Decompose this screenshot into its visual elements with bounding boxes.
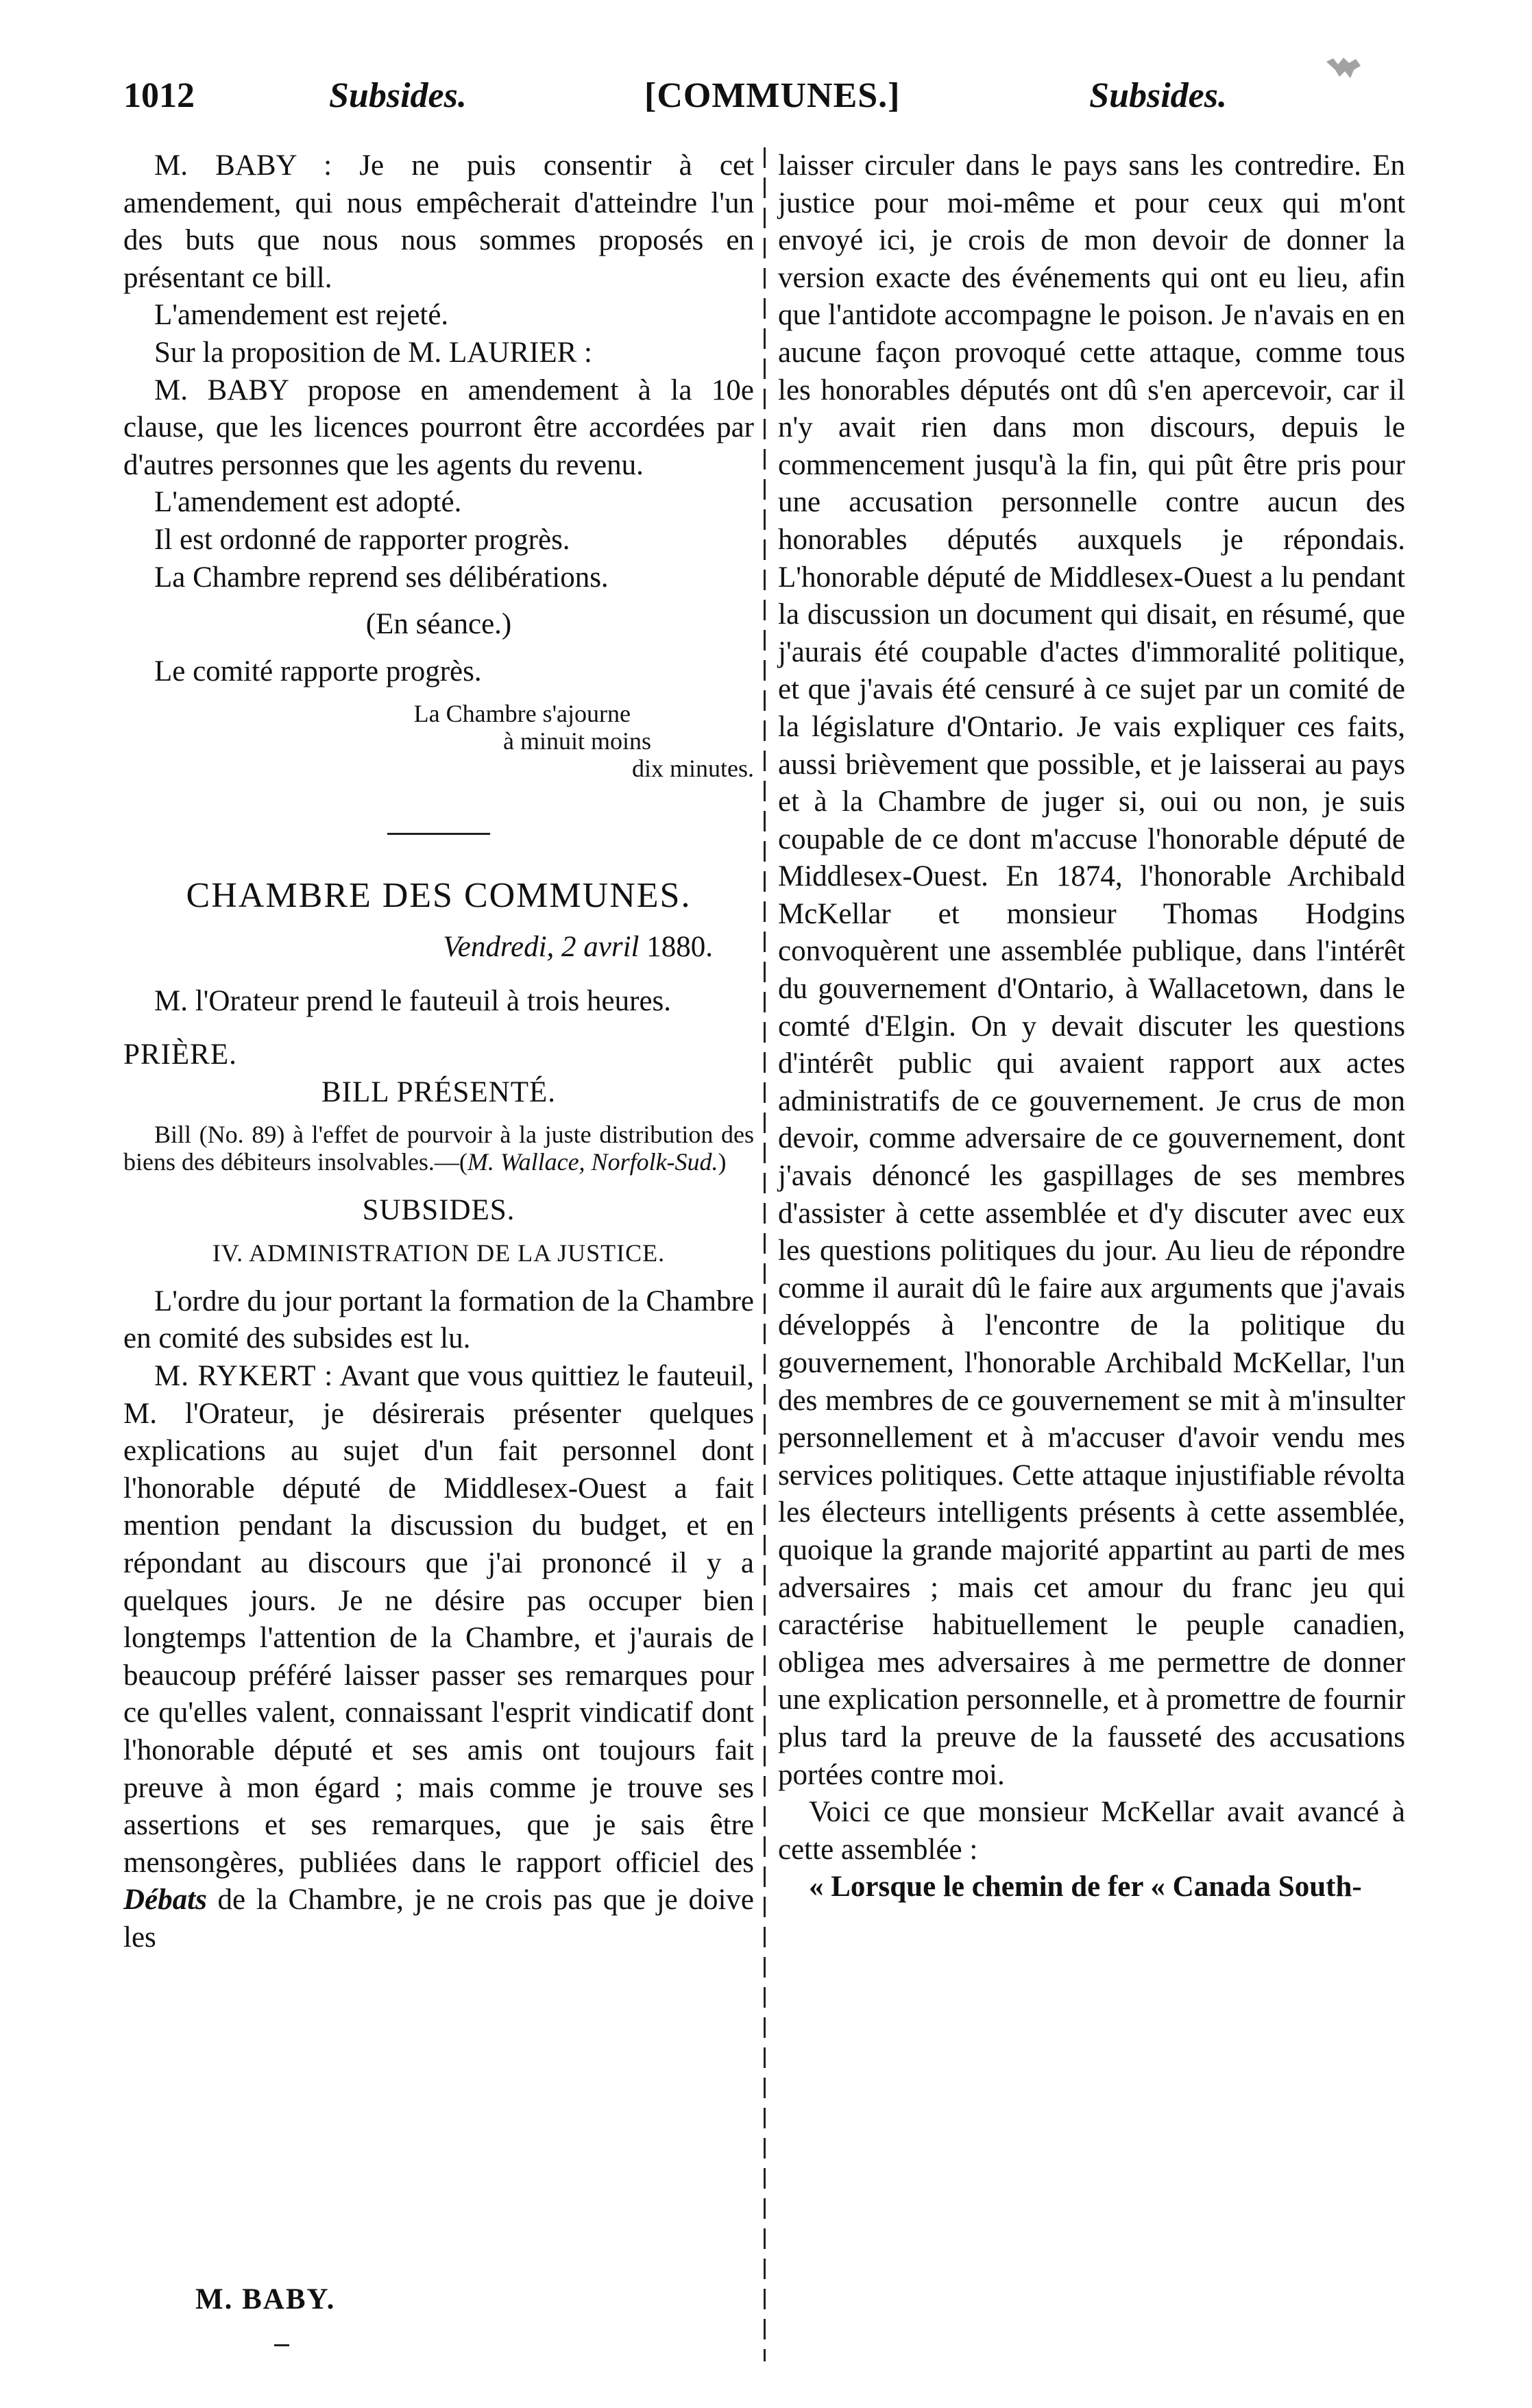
bill-entry-author: M. Wallace, Norfolk-Sud. [467,1148,718,1176]
footer-dash [274,2344,289,2346]
paragraph-laurier-proposal: Sur la proposition de M. LAURIER : [154,336,592,369]
rykert-speech-text: Avant que vous quittiez le fauteuil, M. l'Orateur, je désirerais présenter quelques explications au sujet d'un fait personnel dont l'honorable député de Middlesex-Ouest a fait mention pendant la discussion du budget, et en répondant au discours que j'ai prononcé il y a quelques jours. Je ne désire pas occuper bien longtemps l'attention de la Chambre, et j'aurais de beaucoup préféré laisser passer ses remarques pour ce qu'elles valent, connaissant l'esprit vindicatif dont l'honorable député et ses amis ont toujours fait preuve à mon égard ; mais comme je trouve ses assertions et ses remarques, que je sais être mensongères, publiées dans le rapport officiel des [123,1360,754,1879]
paragraph-speaker-takes-chair: M. l'Orateur prend le fauteuil à trois heures. [154,984,672,1017]
chamber-heading: CHAMBRE DES COMMUNES. [186,876,692,916]
paragraph-resume-deliberations: La Chambre reprend ses délibérations. [154,561,609,594]
speaker-rykert: M. RYKERT : [154,1360,334,1393]
session-date-year: 1880. [646,930,713,963]
ink-smudge-mark [1323,55,1364,82]
in-session-note: (En séance.) [365,608,512,641]
bill-presented-heading: BILL PRÉSENTÉ. [321,1075,557,1108]
paragraph-amendment-rejected: L'amendement est rejeté. [154,299,449,332]
paragraph-baby-amendment: M. BABY propose en amendement à la 10e clause, que les licences pourront être accordées par d'autres personnes que les agents du revenu. [123,374,754,481]
running-title-left: Subsides. [329,76,467,115]
running-title-right: Subsides. [1089,76,1227,115]
bill-entry-close: ) [718,1148,727,1176]
page-footer-speaker [195,2283,335,2316]
paragraph-mckellar-intro: Voici ce que monsieur McKellar avait avancé à cette assemblée : [778,1796,1405,1866]
paragraph-order-of-day: L'ordre du jour portant la formation de la Chambre en comité des subsides est lu. [123,1285,754,1355]
subsides-heading: SUBSIDES. [362,1194,515,1227]
prayer-heading: PRIÈRE. [123,1038,237,1071]
adjournment-line-2: à minuit moins [503,727,651,755]
page-number: 1012 [123,76,195,115]
paragraph-rykert-continued: laisser circuler dans le pays sans les contredire. En justice pour moi-même et pour ceux qui m'ont envoyé ici, je crois de mon devoir de donner la version exacte des événements qui ont eu lieu, afin que l'antidote accompagne le poison. Je n'avais en en aucune façon provoqué cette attaque, comme tous les honorables députés ont dû s'en apercevoir, car il n'y avait rien dans mon discours, depuis le commencement jusqu'à la fin, qui pût être pris pour une accusation personnelle contre aucun des honorables députés auxquels je répondais. L'honorable député de Middlesex-Ouest a lu pendant la discussion un document qui disait, en résumé, que j'aurais été coupable d'actes d'immoralité politique, et que j'avais été censuré à ce sujet par un comité de la législature d'Ontario. Je vais expliquer ces faits, aussi brièvement que possible, et je laisserai au pays et à la Chambre de juger si, oui ou non, je suis coupable de ce dont m'accuse l'honorable député de Middlesex-Ouest. En 1874, l'honorable Archibald McKellar et monsieur Thomas Hodgins convoquèrent une assemblée publique, dans l'intérêt du gouvernement d'Ontario, à Wallacetown, dans le comté d'Elgin. On y devait discuter les questions d'intérêt public qui avaient rapport aux actes administratifs de ce gouvernement. Je crus de mon devoir, comme adversaire de ce gouvernement, dont j'avais dénoncé les gaspillages de ses membres d'assister à cette assemblée et d'y discuter avec eux les questions politiques du jour. Au lieu de répondre comme il aurait dû le faire aux arguments que j'avais développés à l'encontre de la politique du gouvernement, l'honorable Archibald McKellar, l'un des membres de ce gouvernement se mit à m'insulter personnellement et à m'accuser d'avoir vendu mes services politiques. Cette attaque injustifiable révolta les électeurs intelligents présents à cette assemblée, quoique la grande majorité appartint au parti de mes adversaires ; mais cet amour du franc jeu qui caractérise habituellement le peuple canadien, obligea mes adversaires à me permettre de donner une explication personnelle, et à promettre de fournir plus tard la preuve de la fausseté des accusations portées contre moi. [778,149,1405,1791]
paragraph-amendment-adopted: L'amendement est adopté. [154,486,462,519]
page-header [123,75,1227,137]
debates-title: Débats [123,1884,207,1917]
paragraph-report-progress: Il est ordonné de rapporter progrès. [154,523,570,556]
column-divider [764,147,766,2361]
adjournment-line-1: La Chambre s'ajourne [413,700,631,728]
right-column [778,147,1405,1906]
paragraph-baby-reply: M. BABY : Je ne puis consentir à cet amendement, qui nous empêcherait d'atteindre l'un des buts que nous nous sommes proposés en présentant ce bill. [123,149,754,294]
session-date [123,929,754,966]
bill-entry [123,1121,754,1176]
administration-justice-heading: IV. ADMINISTRATION DE LA JUSTICE. [212,1239,666,1267]
session-date-weekday: Vendredi, 2 avril [443,930,640,963]
running-title-center: [COMMUNES.] [644,76,901,115]
section-divider [387,833,490,835]
footer-speaker-name: M. BABY. [195,2283,336,2315]
paragraph-committee-reports: Le comité rapporte progrès. [154,655,482,688]
adjournment-line-3: dix minutes. [632,755,754,783]
paragraph-rykert-speech [123,1358,754,1957]
rykert-speech-end: de la Chambre, je ne crois pas que je doive les [123,1884,754,1954]
paragraph-quotation-start: « Lorsque le chemin de fer « Canada South- [809,1871,1362,1904]
bill-entry-text: Bill (No. 89) à l'effet de pourvoir à la juste distribution des biens des débiteurs insolvables.—( [123,1121,754,1176]
left-column [123,147,754,1957]
